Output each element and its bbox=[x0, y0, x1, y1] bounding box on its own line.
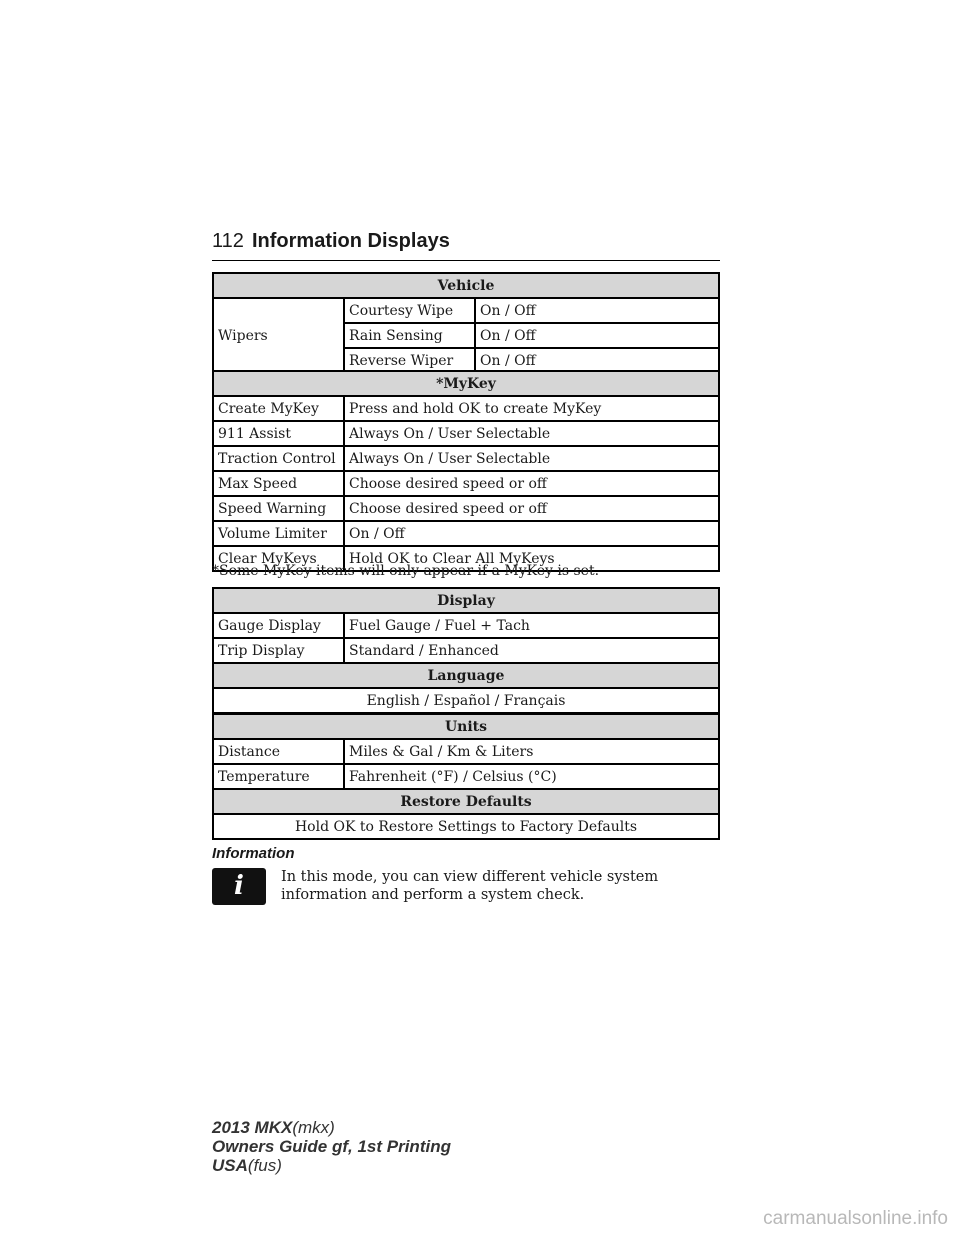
footer-guide-line bbox=[212, 1137, 451, 1156]
item-name: Clear MyKeys bbox=[213, 546, 344, 571]
table-row bbox=[213, 446, 719, 471]
setting-name: Courtesy Wipe bbox=[344, 298, 475, 323]
page-number: 112 bbox=[212, 230, 244, 252]
item-value: Choose desired speed or off bbox=[344, 471, 719, 496]
restore-defaults-heading: Restore Defaults bbox=[213, 789, 719, 814]
mykey-table bbox=[212, 370, 720, 572]
item-value: Fahrenheit (°F) / Celsius (°C) bbox=[344, 764, 719, 789]
mykey-footnote: *Some MyKey items will only appear if a MyKey is set. bbox=[212, 563, 600, 579]
item-value: Always On / User Selectable bbox=[344, 421, 719, 446]
item-value: Hold OK to Clear All MyKeys bbox=[344, 546, 719, 571]
item-name: Create MyKey bbox=[213, 396, 344, 421]
item-name: Trip Display bbox=[213, 638, 344, 663]
footer-model-code: (mkx) bbox=[292, 1118, 335, 1137]
item-name: Gauge Display bbox=[213, 613, 344, 638]
page-footer bbox=[212, 1118, 451, 1175]
vehicle-table bbox=[212, 272, 720, 374]
item-name: Temperature bbox=[213, 764, 344, 789]
item-name: Max Speed bbox=[213, 471, 344, 496]
table-row bbox=[213, 688, 719, 713]
language-table bbox=[212, 662, 720, 714]
table-header-row bbox=[213, 588, 719, 613]
item-value: Miles & Gal / Km & Liters bbox=[344, 739, 719, 764]
table-row bbox=[213, 496, 719, 521]
display-heading: Display bbox=[213, 588, 719, 613]
units-heading: Units bbox=[213, 714, 719, 739]
wipers-label: Wipers bbox=[213, 298, 344, 373]
mykey-heading: *MyKey bbox=[213, 371, 719, 396]
setting-value: On / Off bbox=[475, 348, 719, 373]
table-header-row bbox=[213, 371, 719, 396]
item-name: Speed Warning bbox=[213, 496, 344, 521]
item-value: Standard / Enhanced bbox=[344, 638, 719, 663]
setting-value: On / Off bbox=[475, 323, 719, 348]
vehicle-heading: Vehicle bbox=[213, 273, 719, 298]
setting-name: Rain Sensing bbox=[344, 323, 475, 348]
table-row bbox=[213, 521, 719, 546]
units-table bbox=[212, 713, 720, 790]
table-row bbox=[213, 421, 719, 446]
item-name: Volume Limiter bbox=[213, 521, 344, 546]
footer-model-line bbox=[212, 1118, 451, 1137]
table-header-row bbox=[213, 663, 719, 688]
setting-name: Reverse Wiper bbox=[344, 348, 475, 373]
item-value: Always On / User Selectable bbox=[344, 446, 719, 471]
footer-guide: Owners Guide gf, 1st Printing bbox=[212, 1137, 451, 1156]
restore-defaults-table bbox=[212, 788, 720, 840]
page-header bbox=[212, 230, 720, 261]
watermark: carmanualsonline.info bbox=[763, 1208, 948, 1229]
table-row bbox=[213, 396, 719, 421]
item-value: Press and hold OK to create MyKey bbox=[344, 396, 719, 421]
table-row bbox=[213, 298, 719, 323]
item-value: Fuel Gauge / Fuel + Tach bbox=[344, 613, 719, 638]
restore-defaults-instruction: Hold OK to Restore Settings to Factory Defaults bbox=[213, 814, 719, 839]
table-row bbox=[213, 764, 719, 789]
setting-value: On / Off bbox=[475, 298, 719, 323]
item-name: Distance bbox=[213, 739, 344, 764]
table-header-row bbox=[213, 789, 719, 814]
display-table bbox=[212, 587, 720, 664]
section-title: Information Displays bbox=[252, 230, 450, 252]
table-row bbox=[213, 638, 719, 663]
item-name: Traction Control bbox=[213, 446, 344, 471]
footer-market-code: (fus) bbox=[247, 1156, 282, 1175]
table-header-row bbox=[213, 273, 719, 298]
item-value: Choose desired speed or off bbox=[344, 496, 719, 521]
language-options: English / Español / Français bbox=[213, 688, 719, 713]
info-icon-glyph: i bbox=[234, 871, 244, 901]
table-row bbox=[213, 739, 719, 764]
item-name: 911 Assist bbox=[213, 421, 344, 446]
language-heading: Language bbox=[213, 663, 719, 688]
footer-market-line bbox=[212, 1156, 451, 1175]
footer-model: 2013 MKX bbox=[212, 1118, 293, 1137]
table-row bbox=[213, 613, 719, 638]
table-header-row bbox=[213, 714, 719, 739]
information-heading: Information bbox=[212, 845, 295, 862]
info-icon bbox=[212, 868, 266, 905]
footer-market: USA bbox=[212, 1156, 248, 1175]
information-text: In this mode, you can view different vehicle system information and perform a system check. bbox=[281, 869, 659, 903]
item-value: On / Off bbox=[344, 521, 719, 546]
table-row bbox=[213, 814, 719, 839]
table-row bbox=[213, 471, 719, 496]
